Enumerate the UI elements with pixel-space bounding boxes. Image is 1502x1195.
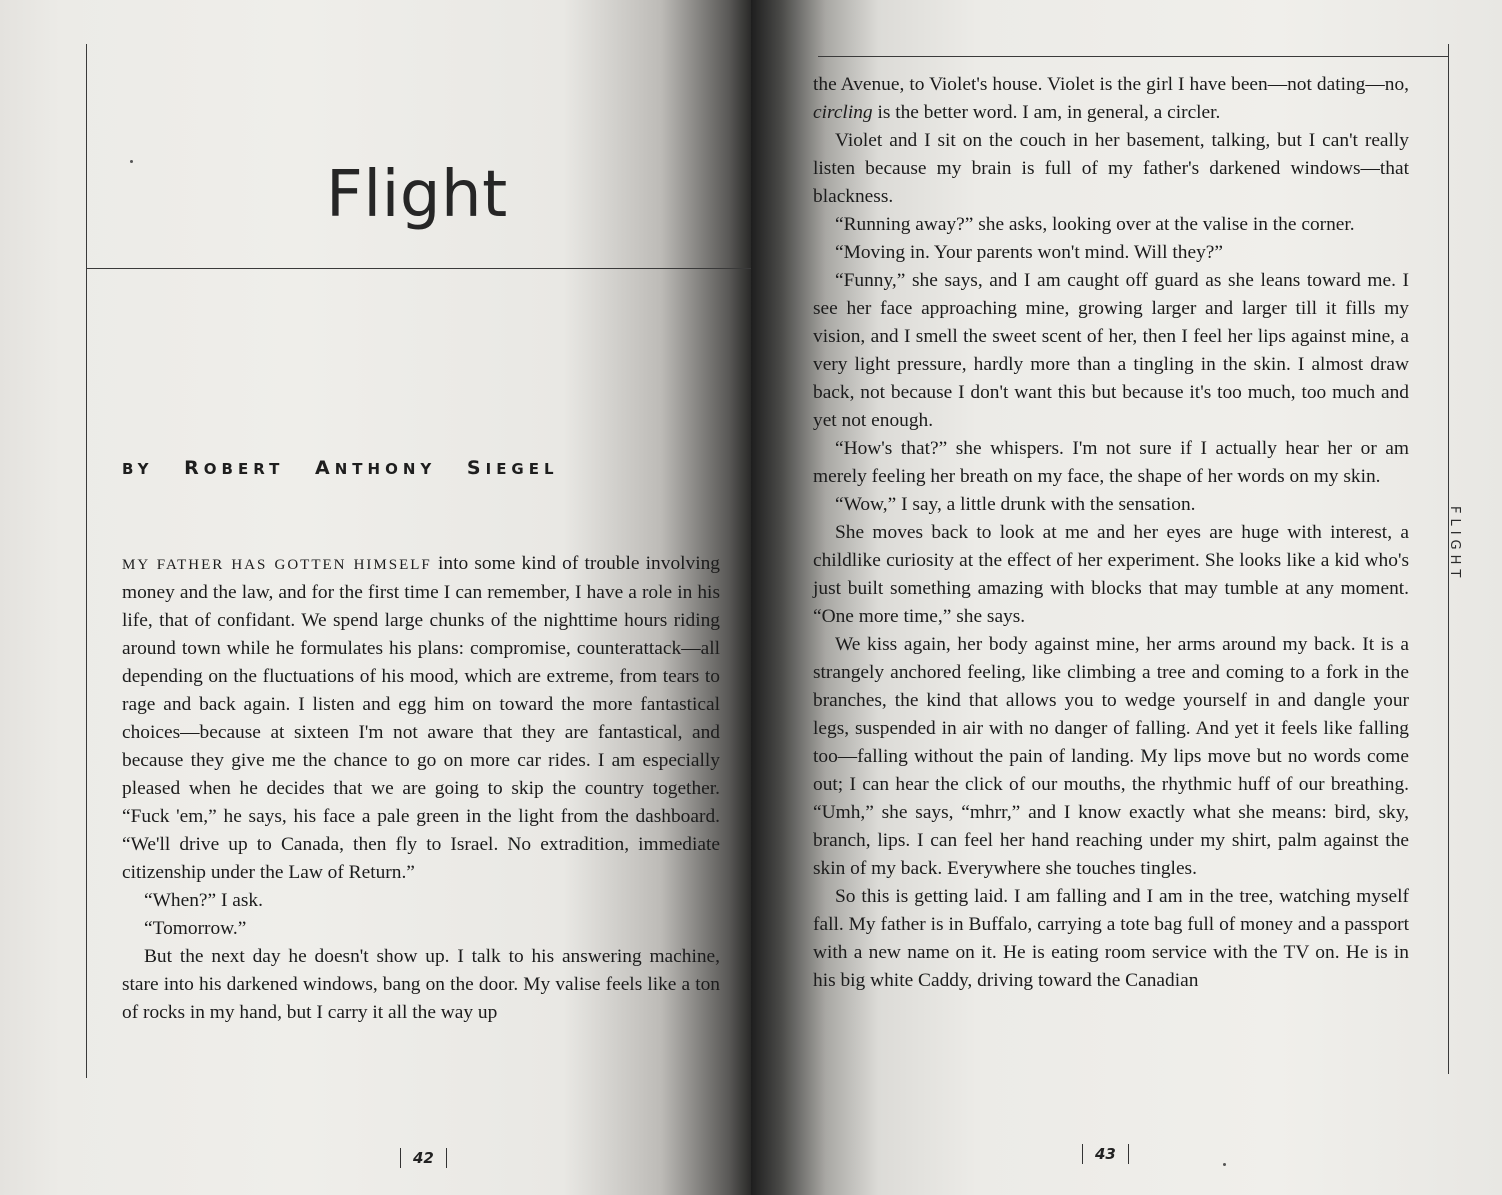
paragraph: “Running away?” she asks, looking over at the valise in the corner. (835, 214, 1355, 235)
page-number-left: 42 (400, 1148, 447, 1168)
paragraph: But the next day he doesn't show up. I talk to his answering machine, stare into his darkened windows, bang on the door. My valise feels like a ton of rocks in my hand, but I carry it all the way up (122, 946, 720, 1023)
paragraph: So this is getting laid. I am falling and I am in the tree, watching myself fall. My father is in Buffalo, carrying a tote bag full of money and a passport with a new name on it. He is eating room service with the TV on. He is in his big white Caddy, driving toward the Canadian (813, 886, 1409, 991)
right-body-text (813, 71, 1409, 995)
paragraph: “When?” I ask. (144, 890, 263, 911)
speck (1223, 1163, 1226, 1166)
speck (130, 160, 133, 163)
left-body-text (122, 550, 720, 1027)
paragraph: MY FATHER HAS GOTTEN HIMSELF into some kind of trouble involving money and the law, and for the first time I can remember, I have a role in his life, that of confidant. We spend large chunks of the nighttime hours riding around town while he formulates his plans: compromise, counterattack—all depending on the fluctuations of his mood, which are extreme, from tears to rage and back again. I listen and egg him on toward the more fantastical choices—because at sixteen I'm not aware that they are fantastical, and because they give me the chance to go on more car rides. I am especially pleased when he decides that we are going to skip the country together. “Fuck 'em,” he says, his face a pale green in the light from the dashboard. “We'll drive up to Canada, then fly to Israel. No extradition, immediate citizenship under the Law of Return.” (122, 553, 721, 883)
paragraph: We kiss again, her body against mine, her arms around my back. It is a strangely anchored feeling, like climbing a tree and coming to a fork in the branches, the kind that allows you to wedge yourself in and dangle your legs, suspended in air with no danger of falling. And yet it feels like falling too—falling without the pain of landing. My lips move but no words come out; I can hear the click of our mouths, the rhythmic huff of our breathing. “Umh,” she says, “mhrr,” and I know exactly what she means: bird, sky, branch, lips. I can feel her hand reaching under my shirt, palm against the skin of my back. Everywhere she touches tingles. (813, 634, 1409, 879)
paragraph: “Funny,” she says, and I am caught off guard as she leans toward me. I see her face approaching mine, growing larger and larger till it fills my vision, and I smell the sweet scent of her, then I feel her lips against mine, a very light pressure, hardly more than a tingling in the skin. I almost draw back, not because I don't want this but because it's too much, too much and yet not enough. (813, 270, 1409, 431)
story-title: Flight (326, 158, 508, 232)
paragraph: the Avenue, to Violet's house. Violet is the girl I have been—not dating—no, circling is the better word. I am, in general, a circler. (813, 74, 1409, 123)
paragraph: “How's that?” she whispers. I'm not sure if I actually hear her or am merely feeling her breath on my face, the shape of her words on my skin. (813, 438, 1409, 487)
paragraph: She moves back to look at me and her eyes are huge with interest, a childlike curiosity at the effect of her experiment. She looks like a kid who's just built something amazing with blocks that may tumble at any moment. “One more time,” she says. (813, 522, 1409, 627)
lead-in-small-caps: MY FATHER HAS GOTTEN HIMSELF (122, 557, 432, 573)
paragraph: “Wow,” I say, a little drunk with the sensation. (835, 494, 1196, 515)
paragraph: “Moving in. Your parents won't mind. Will they?” (835, 242, 1223, 263)
top-rule (818, 56, 1449, 57)
paragraph: Violet and I sit on the couch in her basement, talking, but I can't really listen because my brain is full of my father's darkened windows—that blackness. (813, 130, 1409, 207)
left-margin-rule (86, 44, 87, 1078)
running-head: FLIGHT (1447, 506, 1462, 583)
title-rule (86, 268, 751, 269)
author-byline: BY ROBERT ANTHONY SIEGEL (122, 457, 559, 479)
page-number-right: 43 (1082, 1144, 1129, 1164)
byline-by: BY (122, 460, 154, 478)
paragraph: “Tomorrow.” (144, 918, 247, 939)
